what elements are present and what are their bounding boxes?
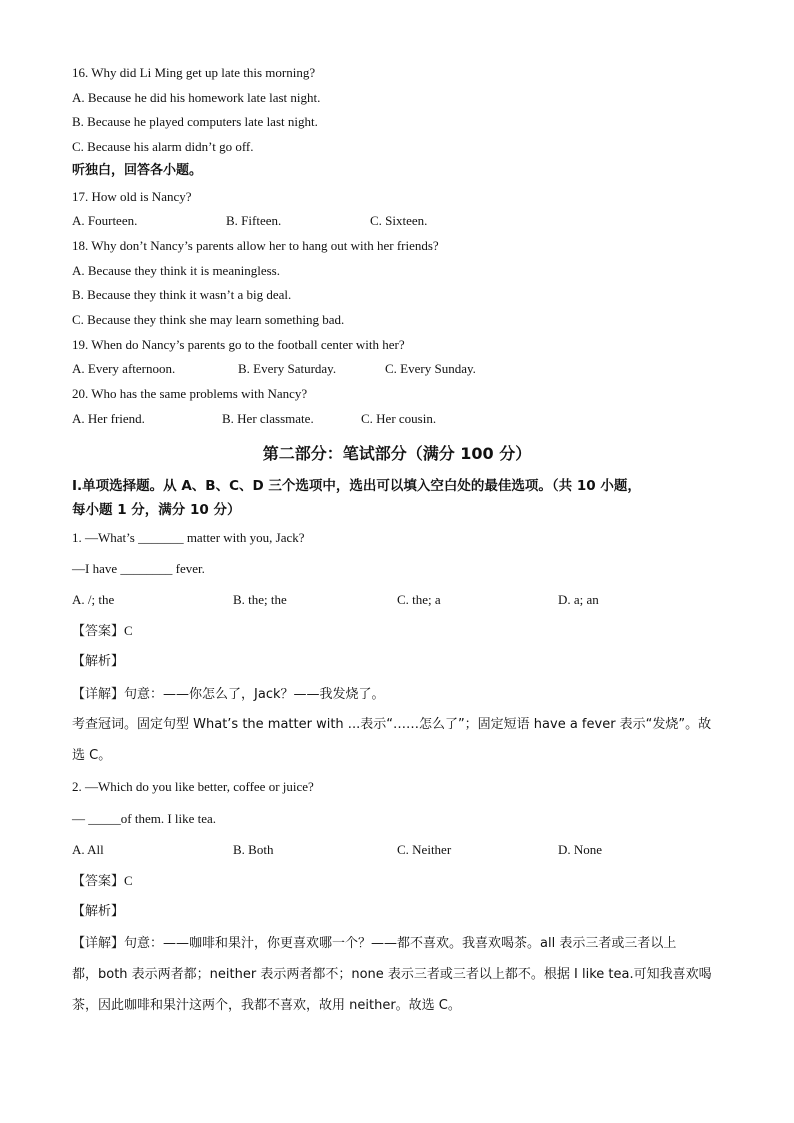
q1-detail-text3: 选 C。 (72, 748, 112, 763)
question-19-stem: 19. When do Nancy’s parents go to the football center with her? (72, 337, 405, 352)
question-18-option-b: B. Because they think it wasn’t a big deal. (72, 287, 292, 302)
question-17-stem: 17. How old is Nancy? (72, 189, 192, 204)
q2-option-c: C. Neither (397, 842, 452, 857)
q2-detail-tag: 【详解】 (72, 936, 125, 951)
question-17-option-c: C. Sixteen. (370, 213, 428, 228)
q1-answer-tag: 【答案】 (72, 624, 125, 639)
question-20-stem: 20. Who has the same problems with Nancy? (72, 386, 308, 401)
part2-title: 第二部分：笔试部分（满分 100 分） (262, 444, 532, 463)
q1-option-a: A. /; the (72, 592, 115, 607)
q1-option-b: B. the; the (233, 592, 287, 607)
q1-detail-row1 (72, 686, 385, 703)
question-16-stem: 16. Why did Li Ming get up late this morning? (72, 65, 316, 80)
question-16-option-b: B. Because he played computers late last night. (72, 114, 318, 129)
section1-heading-line1: I.单项选择题。从 A、B、C、D 三个选项中，选出可以填入空白处的最佳选项。（共 10 小题， (72, 478, 641, 494)
q1-option-c: C. the; a (397, 592, 441, 607)
q1-detail-text2: 考查冠词。固定句型 What’s the matter with ...表示“……怎么了”；固定短语 have a fever 表示“发烧”。故 (72, 717, 712, 732)
q2-detail-row1 (72, 935, 676, 952)
section1-heading-line2: 每小题 1 分，满分 10 分） (72, 502, 241, 518)
q1-answer-row (72, 623, 133, 640)
q2-answer-value: C (124, 873, 133, 888)
q2-answer-row (72, 873, 133, 890)
q1-detail-tag: 【详解】 (72, 687, 125, 702)
question-20-option-b: B. Her classmate. (222, 411, 314, 426)
q2-detail-text1: 句意：——咖啡和果汁，你更喜欢哪一个？——都不喜欢。我喜欢喝茶。all 表示三者或三者以上 (124, 936, 677, 951)
question-20-option-c: C. Her cousin. (361, 411, 437, 426)
monologue-heading: 听独白，回答各小题。 (72, 163, 203, 178)
q2-answer-tag: 【答案】 (72, 874, 125, 889)
question-18-option-a: A. Because they think it is meaningless. (72, 263, 280, 278)
q1-detail-text1: 句意：——你怎么了，Jack？——我发烧了。 (124, 687, 385, 702)
question-16-option-a: A. Because he did his homework late last night. (72, 90, 321, 105)
q2-option-d: D. None (558, 842, 603, 857)
question-17-option-b: B. Fifteen. (226, 213, 282, 228)
question-19-option-c: C. Every Sunday. (385, 361, 476, 376)
question-19-option-b: B. Every Saturday. (238, 361, 337, 376)
q1-analysis-tag: 【解析】 (72, 654, 125, 669)
q2-option-b: B. Both (233, 842, 274, 857)
q2-detail-text2: 都，both 表示两者都；neither 表示两者都不；none 表示三者或三者以上都不。根据 I like tea.可知我喜欢喝 (72, 967, 712, 982)
question-19-option-a: A. Every afternoon. (72, 361, 176, 376)
q1-line1: 1. —What’s _______ matter with you, Jack? (72, 530, 305, 545)
q2-analysis-tag: 【解析】 (72, 904, 125, 919)
question-20-option-a: A. Her friend. (72, 411, 145, 426)
q1-line2: —I have ________ fever. (72, 561, 205, 576)
q1-option-d: D. a; an (558, 592, 599, 607)
question-16-option-c: C. Because his alarm didn’t go off. (72, 139, 254, 154)
question-17-option-a: A. Fourteen. (72, 213, 138, 228)
q1-answer-value: C (124, 623, 133, 638)
q2-option-a: A. All (72, 842, 104, 857)
question-18-stem: 18. Why don’t Nancy’s parents allow her to hang out with her friends? (72, 238, 439, 253)
q2-line1: 2. —Which do you like better, coffee or juice? (72, 779, 314, 794)
q2-line2: — _____of them. I like tea. (72, 811, 217, 826)
q2-detail-text3: 茶，因此咖啡和果汁这两个，我都不喜欢，故用 neither。故选 C。 (72, 998, 461, 1013)
question-18-option-c: C. Because they think she may learn something bad. (72, 312, 345, 327)
